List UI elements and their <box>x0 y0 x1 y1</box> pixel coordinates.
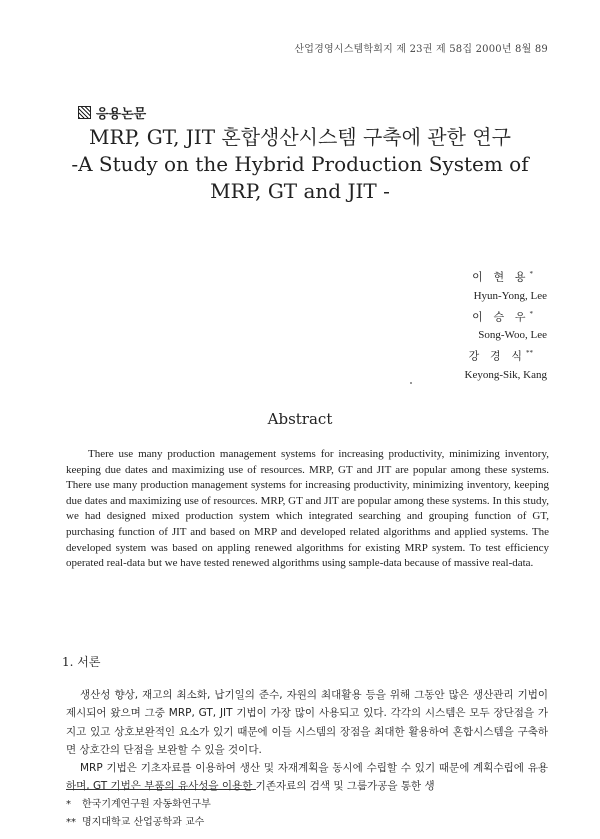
section-heading: 1. 서론 <box>62 655 101 669</box>
abstract-body: There use many production management systems for increasing productivity, minimizing inventory, keeping due dates and maximizing use of resources. MRP, GT and JIT are popular among these systems. There use many production management systems for increasing productivity, minimizing inventory, keeping due dates and maximizing use of resources. MRP, GT and JIT are popular among these systems. In this study, we had designed mixed production system which integrated searching and grouping function of GT, purchasing function of JIT and based on MRP and developed related algorithms and applied systems. The developed system was based on appling renewed algorithms for existing MRP system. To test efficiency operated real-data but we have tested renewed algorithms using sample-data because of massive real-data. <box>66 448 549 570</box>
author-korean-name: 강 경 식** <box>468 349 533 363</box>
author-english-name: Song-Woo, Lee <box>478 329 547 342</box>
body-text <box>66 686 548 796</box>
author-list <box>465 265 548 384</box>
running-head: 산업경영시스템학회지 제 23권 제 58집 2000년 8월 89 <box>294 44 548 55</box>
title-korean: MRP, GT, JIT 혼합생산시스템 구축에 관한 연구 <box>89 125 511 149</box>
author-korean-name: 이 승 우* <box>472 309 533 324</box>
section-tag <box>78 103 146 122</box>
paper-title <box>0 124 600 205</box>
body-paragraph: MRP 기법은 기초자료를 이용하여 생산 및 자재계획을 동시에 수립할 수 있기 때문에 계획수립에 유용하며, GT 기법은 부품의 유사성을 이용한 기존자료의 검색 및 그룹가공을 통한 생 <box>66 762 548 793</box>
footnote-divider <box>66 789 256 790</box>
section-tag-label: 응용논문 <box>96 107 147 122</box>
footnote: ** 명지대학교 산업공학과 교수 <box>66 817 205 828</box>
abstract-heading: Abstract <box>267 410 333 428</box>
author-english-name: Hyun-Yong, Lee <box>473 289 547 302</box>
stray-dot <box>410 382 412 384</box>
footnote: * 한국기계연구원 자동화연구부 <box>66 799 211 810</box>
author-korean-name: 이 현 용* <box>472 270 533 284</box>
footnotes <box>66 796 211 832</box>
author-english-name: Keyong-Sik, Kang <box>464 368 547 381</box>
title-english-line2: MRP, GT and JIT - <box>210 179 390 203</box>
body-paragraph: 생산성 향상, 재고의 최소화, 납기일의 준수, 자원의 최대활용 등을 위해 그동안 많은 생산관리 기법이 제시되어 왔으며 그중 MRP, GT, JIT 기법이 가장 많이 사용되고 있다. 각각의 시스템은 모두 장단점을 가지고 있고 상호보완적인 요소가 있기 때문에 이들 시스템의 장점을 최대한 활용하여 혼합시스템을 구축하면 상호간의 단점을 보완할 수 있을 것이다. <box>66 689 548 756</box>
title-english-line1: -A Study on the Hybrid Production System of <box>71 152 529 176</box>
hatched-square-icon <box>78 106 91 119</box>
